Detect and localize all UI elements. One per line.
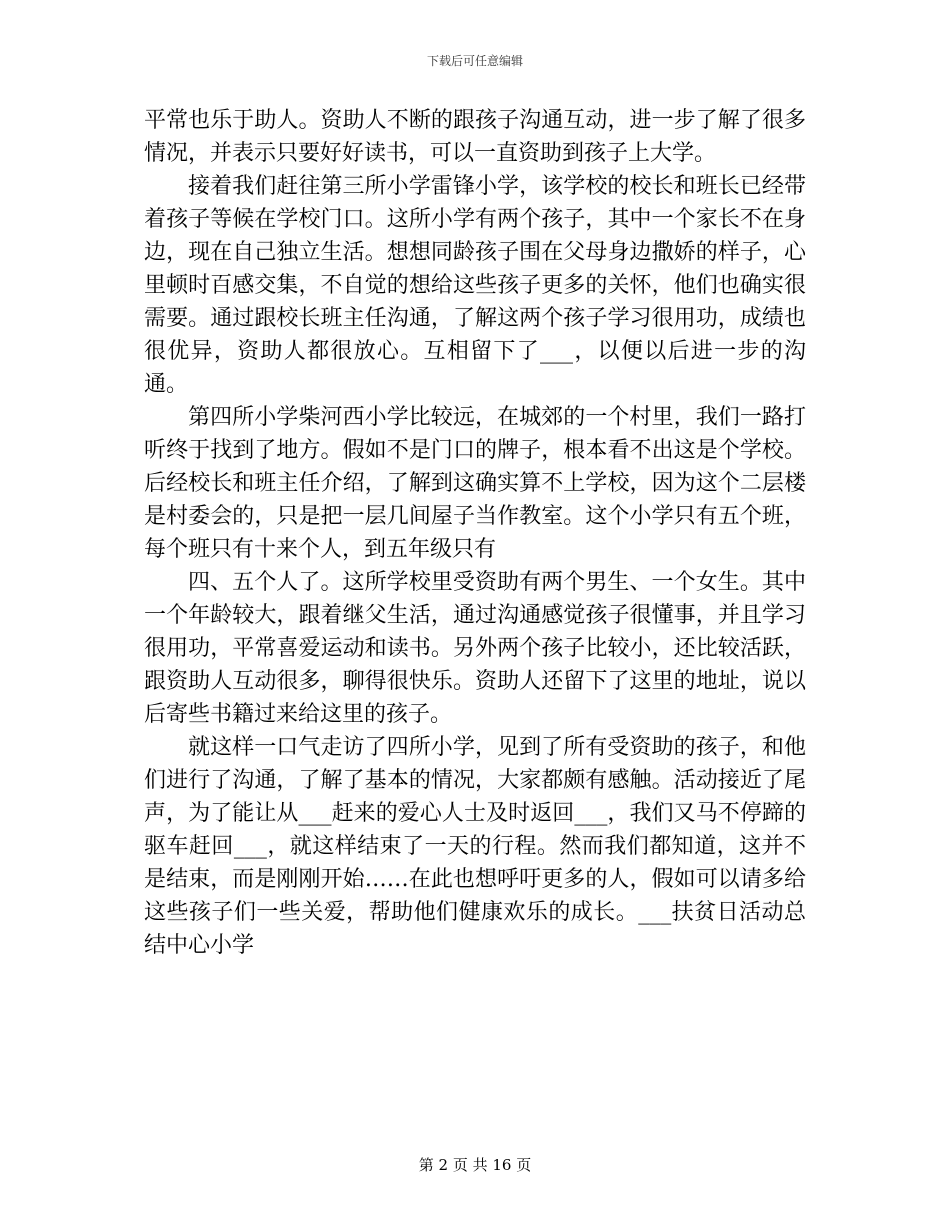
paragraph-2: 接着我们赶往第三所小学雷锋小学，该学校的校长和班长已经带着孩子等候在学校门口。这所小学有两个孩子，其中一个家长不在身边，现在自己独立生活。想想同龄孩子围在父母身边撒娇的样子，心里顿时百感交集，不自觉的想给这些孩子更多的关怀，他们也确实很需要。通过跟校长班主任沟通，了解这两个孩子学习很用功，成绩也很优异，资助人都很放心。互相留下了___，以便以后进一步的沟通。 (144, 174, 806, 397)
paragraph-5: 就这样一口气走访了四所小学，见到了所有受资助的孩子，和他们进行了沟通，了解了基本的情况，大家都颇有感触。活动接近了尾声，为了能让从___赶来的爱心人士及时返回___，我们又马不停蹄的驱车赶回___，就这样结束了一天的行程。然而我们都知道，这并不是结束，而是刚刚开始……在此也想呼吁更多的人，假如可以请多给这些孩子们一些关爱，帮助他们健康欢乐的成长。___扶贫日活动总结中心小学 (144, 735, 806, 958)
page-header: 下载后可任意编辑 (426, 54, 523, 68)
paragraph-1: 平常也乐于助人。资助人不断的跟孩子沟通互动，进一步了解了很多情况，并表示只要好好读书，可以一直资助到孩子上大学。 (144, 108, 806, 166)
paragraph-3: 第四所小学柴河西小学比较远，在城郊的一个村里，我们一路打听终于找到了地方。假如不是门口的牌子，根本看不出这是个学校。后经校长和班主任介绍，了解到这确实算不上学校，因为这个二层楼是村委会的，只是把一层几间屋子当作教室。这个小学只有五个班，每个班只有十来个人，到五年级只有 (144, 405, 806, 562)
page-number-footer: 第 2 页 共 16 页 (418, 1156, 532, 1174)
document-body (144, 104, 806, 962)
paragraph-4: 四、五个人了。这所学校里受资助有两个男生、一个女生。其中一个年龄较大，跟着继父生活，通过沟通感觉孩子很懂事，并且学习很用功，平常喜爱运动和读书。另外两个孩子比较小，还比较活跃，跟资助人互动很多，聊得很快乐。资助人还留下了这里的地址，说以后寄些书籍过来给这里的孩子。 (144, 570, 806, 727)
